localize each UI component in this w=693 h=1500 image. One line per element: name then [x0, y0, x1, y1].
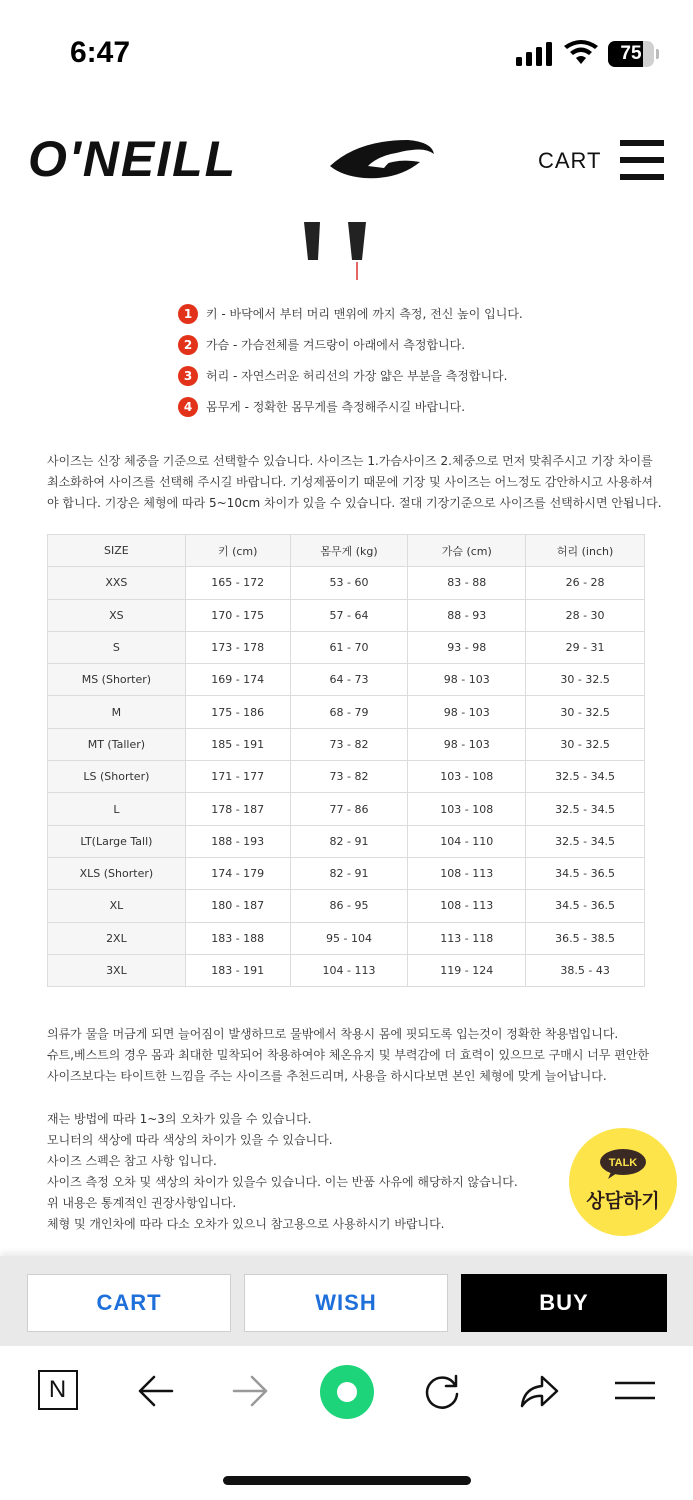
table-row	[48, 696, 645, 728]
menu-icon[interactable]	[614, 1380, 656, 1402]
number-badge: 1	[178, 304, 198, 324]
value-cell: 188 - 193	[185, 825, 290, 857]
paragraph-line: 의류가 물을 머금게 되면 늘어짐이 발생하므로 물밖에서 착용시 몸에 핏되도록 입는것이 정확한 착용법입니다.	[47, 1027, 619, 1041]
value-cell: 73 - 82	[290, 761, 408, 793]
paragraph-line: 사이즈는 신장 체중을 기준으로 선택할수 있습니다. 사이즈는 1.가슴사이즈 2.체중으로 먼저 맞춰주시고 기장 차이를	[47, 454, 653, 468]
value-cell: 29 - 31	[526, 631, 645, 663]
column-header: 허리 (inch)	[526, 535, 645, 567]
guide-text: 허리 - 자연스러운 허리선의 가장 얇은 부분을 측정합니다.	[206, 369, 508, 383]
column-header: 키 (cm)	[185, 535, 290, 567]
wishlist-button[interactable]: WISH	[244, 1274, 448, 1332]
note-line: 재는 방법에 따라 1~3의 오차가 있을 수 있습니다.	[47, 1112, 312, 1126]
table-row	[48, 761, 645, 793]
value-cell: 103 - 108	[408, 761, 526, 793]
purchase-action-bar	[0, 1256, 693, 1346]
table-row	[48, 954, 645, 986]
size-cell: L	[48, 793, 186, 825]
note-line: 위 내용은 통계적인 권장사항입니다.	[47, 1196, 237, 1210]
size-cell: 3XL	[48, 954, 186, 986]
guide-text: 몸무게 - 정확한 몸무게를 측정해주시길 바랍니다.	[206, 400, 466, 414]
value-cell: 98 - 103	[408, 728, 526, 760]
table-row	[48, 664, 645, 696]
value-cell: 30 - 32.5	[526, 728, 645, 760]
kakao-talk-chat-button[interactable]	[569, 1128, 677, 1236]
column-header: SIZE	[48, 535, 186, 567]
battery-icon	[608, 41, 658, 67]
size-cell: LT(Large Tall)	[48, 825, 186, 857]
note-line: 모니터의 색상에 따라 색상의 차이가 있을 수 있습니다.	[47, 1133, 333, 1147]
guide-text: 가슴 - 가슴전체를 겨드랑이 아래에서 측정합니다.	[206, 338, 466, 352]
paragraph-line: 사이즈보다는 타이트한 느낌을 주는 사이즈를 추천드리며, 사용을 하시다보면 본인 체형에 맞게 늘어납니다.	[47, 1069, 607, 1083]
value-cell: 103 - 108	[408, 793, 526, 825]
paragraph-line: 슈트,베스트의 경우 몸과 최대한 밀착되어 착용하여야 체온유지 및 부력감에 더 효력이 있으므로 구매시 너무 편안한	[47, 1048, 650, 1062]
value-cell: 36.5 - 38.5	[526, 922, 645, 954]
guide-item-weight	[178, 397, 618, 428]
value-cell: 32.5 - 34.5	[526, 761, 645, 793]
value-cell: 82 - 91	[290, 825, 408, 857]
value-cell: 174 - 179	[185, 857, 290, 889]
table-row	[48, 599, 645, 631]
green-dot-icon[interactable]	[319, 1364, 375, 1420]
value-cell: 169 - 174	[185, 664, 290, 696]
note-line: 사이즈 측정 오차 및 색상의 차이가 있을수 있습니다. 이는 반품 사유에 해당하지 않습니다.	[47, 1175, 518, 1189]
note-line: 체형 및 개인차에 따라 다소 오차가 있으니 참고용으로 사용하시기 바랍니다.	[47, 1217, 445, 1231]
battery-level: 75	[620, 43, 642, 64]
value-cell: 38.5 - 43	[526, 954, 645, 986]
value-cell: 108 - 113	[408, 857, 526, 889]
naver-home-icon[interactable]	[38, 1370, 78, 1410]
value-cell: 171 - 177	[185, 761, 290, 793]
size-cell: MS (Shorter)	[48, 664, 186, 696]
guide-item-waist	[178, 366, 618, 397]
value-cell: 93 - 98	[408, 631, 526, 663]
value-cell: 165 - 172	[185, 567, 290, 599]
value-cell: 68 - 79	[290, 696, 408, 728]
value-cell: 30 - 32.5	[526, 664, 645, 696]
table-row	[48, 922, 645, 954]
table-row	[48, 890, 645, 922]
value-cell: 173 - 178	[185, 631, 290, 663]
kakao-label: 상담하기	[586, 1190, 660, 1212]
value-cell: 95 - 104	[290, 922, 408, 954]
value-cell: 53 - 60	[290, 567, 408, 599]
guide-text: 키 - 바닥에서 부터 머리 맨위에 까지 측정, 전신 높이 입니다.	[206, 307, 523, 321]
number-badge: 2	[178, 335, 198, 355]
value-cell: 61 - 70	[290, 631, 408, 663]
column-header: 몸무게 (kg)	[290, 535, 408, 567]
size-cell: S	[48, 631, 186, 663]
talk-bubble-icon	[599, 1148, 647, 1180]
value-cell: 178 - 187	[185, 793, 290, 825]
value-cell: 98 - 103	[408, 664, 526, 696]
status-time: 6:47	[70, 36, 131, 69]
share-icon[interactable]	[518, 1372, 560, 1410]
guide-item-chest	[178, 335, 618, 366]
value-cell: 86 - 95	[290, 890, 408, 922]
value-cell: 104 - 110	[408, 825, 526, 857]
buy-now-button[interactable]: BUY	[461, 1274, 667, 1332]
paragraph-line: 야 합니다. 기장은 체형에 따라 5~10cm 차이가 있을 수 있습니다. 절대 기장기준으로 사이즈를 선택하시면 안됩니다.	[47, 496, 662, 510]
size-selection-paragraph	[47, 451, 662, 514]
table-row	[48, 728, 645, 760]
site-header	[0, 120, 693, 200]
table-row	[48, 631, 645, 663]
table-row	[48, 825, 645, 857]
size-cell: LS (Shorter)	[48, 761, 186, 793]
fit-guidance-paragraph	[47, 1024, 657, 1087]
size-cell: XL	[48, 890, 186, 922]
size-cell: M	[48, 696, 186, 728]
value-cell: 108 - 113	[408, 890, 526, 922]
value-cell: 57 - 64	[290, 599, 408, 631]
value-cell: 26 - 28	[526, 567, 645, 599]
measurement-guide	[178, 304, 618, 428]
size-cell: MT (Taller)	[48, 728, 186, 760]
value-cell: 30 - 32.5	[526, 696, 645, 728]
back-arrow-icon[interactable]	[136, 1374, 174, 1408]
number-badge: 4	[178, 397, 198, 417]
forward-arrow-icon[interactable]	[232, 1374, 270, 1408]
guide-item-height	[178, 304, 618, 335]
size-cell: XXS	[48, 567, 186, 599]
value-cell: 73 - 82	[290, 728, 408, 760]
value-cell: 119 - 124	[408, 954, 526, 986]
table-row	[48, 567, 645, 599]
value-cell: 98 - 103	[408, 696, 526, 728]
status-bar	[0, 0, 693, 100]
table-row	[48, 857, 645, 889]
reload-icon[interactable]	[422, 1372, 462, 1412]
wave-logo-icon	[328, 136, 436, 182]
value-cell: 170 - 175	[185, 599, 290, 631]
value-cell: 88 - 93	[408, 599, 526, 631]
hamburger-icon[interactable]	[620, 140, 664, 180]
notes-list	[47, 1109, 657, 1235]
value-cell: 180 - 187	[185, 890, 290, 922]
value-cell: 34.5 - 36.5	[526, 890, 645, 922]
size-chart-table	[47, 534, 645, 987]
table-header-row	[48, 535, 645, 567]
leg-measurement-image	[300, 222, 376, 282]
cellular-signal-icon	[516, 42, 554, 66]
size-cell: XLS (Shorter)	[48, 857, 186, 889]
number-badge: 3	[178, 366, 198, 386]
value-cell: 28 - 30	[526, 599, 645, 631]
header-cart-link[interactable]: CART	[538, 148, 602, 173]
value-cell: 82 - 91	[290, 857, 408, 889]
value-cell: 34.5 - 36.5	[526, 857, 645, 889]
value-cell: 175 - 186	[185, 696, 290, 728]
value-cell: 32.5 - 34.5	[526, 825, 645, 857]
add-to-cart-button[interactable]: CART	[27, 1274, 231, 1332]
logo-wordmark: O'NEILL	[28, 131, 238, 187]
value-cell: 185 - 191	[185, 728, 290, 760]
paragraph-line: 최소화하여 사이즈를 선택해 주시길 바랍니다. 기성제품이기 때문에 기장 및 사이즈는 어느정도 감안하시고 사용하셔	[47, 475, 654, 489]
size-cell: 2XL	[48, 922, 186, 954]
value-cell: 77 - 86	[290, 793, 408, 825]
value-cell: 64 - 73	[290, 664, 408, 696]
value-cell: 113 - 118	[408, 922, 526, 954]
column-header: 가슴 (cm)	[408, 535, 526, 567]
value-cell: 104 - 113	[290, 954, 408, 986]
home-indicator[interactable]	[223, 1476, 471, 1485]
size-cell: XS	[48, 599, 186, 631]
value-cell: 183 - 188	[185, 922, 290, 954]
value-cell: 83 - 88	[408, 567, 526, 599]
wifi-icon	[564, 40, 598, 66]
talk-bubble-text: TALK	[608, 1157, 638, 1169]
value-cell: 183 - 191	[185, 954, 290, 986]
oneill-logo[interactable]	[28, 131, 438, 187]
value-cell: 32.5 - 34.5	[526, 793, 645, 825]
home-letter: N	[48, 1376, 67, 1403]
note-line: 사이즈 스펙은 참고 사항 입니다.	[47, 1154, 217, 1168]
table-row	[48, 793, 645, 825]
